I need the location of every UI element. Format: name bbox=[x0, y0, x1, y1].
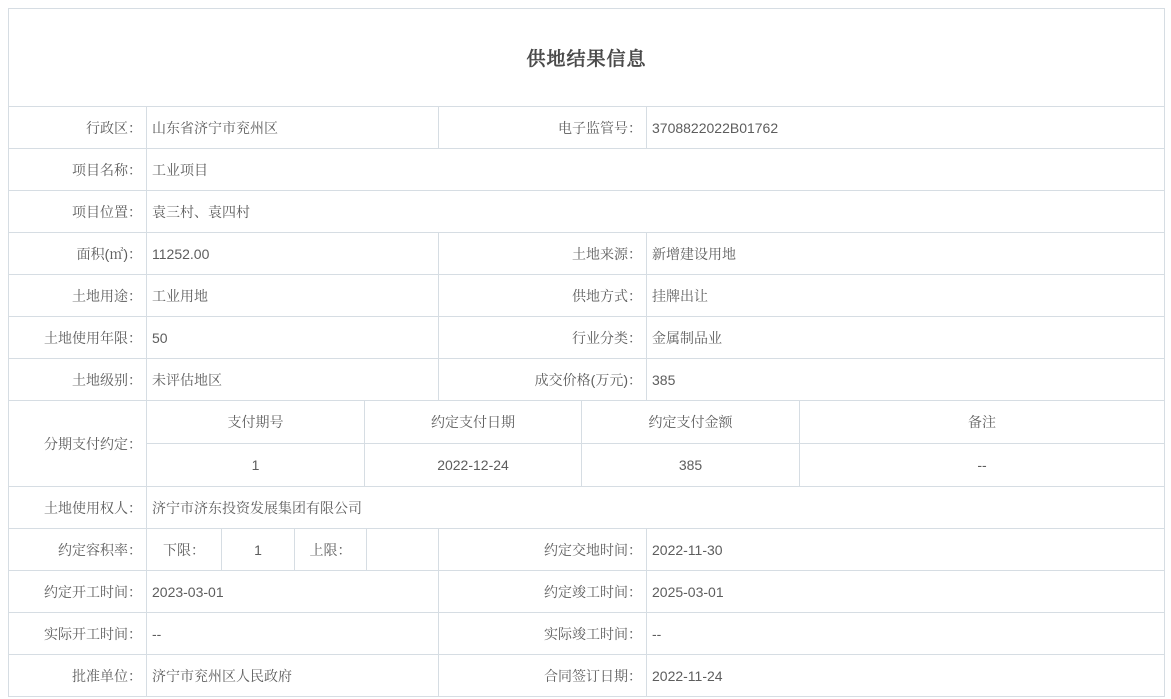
row-land-grade bbox=[9, 358, 1164, 400]
row-plot-ratio bbox=[9, 528, 1164, 570]
land-grade-value: 未评估地区 bbox=[146, 359, 438, 400]
agreed-completion-label: 约定竣工时间： bbox=[438, 571, 646, 612]
row-installment-payment bbox=[9, 400, 1164, 486]
industry-category-value: 金属制品业 bbox=[646, 317, 1164, 358]
project-name-value: 工业项目 bbox=[146, 149, 1164, 190]
project-location-label: 项目位置： bbox=[72, 203, 142, 220]
row-approver bbox=[9, 654, 1164, 696]
actual-start-label: 实际开工时间： bbox=[44, 625, 142, 642]
row-actual-start bbox=[9, 612, 1164, 654]
actual-start-value: -- bbox=[146, 613, 438, 654]
installment-header-row bbox=[146, 401, 1164, 444]
actual-completion-label: 实际竣工时间： bbox=[438, 613, 646, 654]
admin-district-label: 行政区： bbox=[86, 119, 142, 136]
row-project-location bbox=[9, 190, 1164, 232]
land-use-label: 土地用途： bbox=[72, 287, 142, 304]
installment-period-value: 1 bbox=[146, 444, 364, 487]
installment-date-value: 2022-12-24 bbox=[364, 444, 581, 487]
installment-header-note: 备注 bbox=[799, 401, 1164, 443]
row-land-user bbox=[9, 486, 1164, 528]
actual-completion-value: -- bbox=[646, 613, 1164, 654]
agreed-start-label: 约定开工时间： bbox=[44, 583, 142, 600]
approver-value: 济宁市兖州区人民政府 bbox=[146, 655, 438, 696]
installment-amount-value: 385 bbox=[581, 444, 799, 487]
installment-header-period: 支付期号 bbox=[146, 401, 364, 443]
contract-sign-date-label: 合同签订日期： bbox=[438, 655, 646, 696]
installment-header-date: 约定支付日期 bbox=[364, 401, 581, 443]
industry-category-label: 行业分类： bbox=[438, 317, 646, 358]
plot-ratio-lower-label: 下限： bbox=[146, 529, 221, 570]
row-tenure bbox=[9, 316, 1164, 358]
plot-ratio-upper-label: 上限： bbox=[294, 529, 366, 570]
installment-table bbox=[146, 401, 1164, 486]
row-area bbox=[9, 232, 1164, 274]
installment-note-value: -- bbox=[799, 444, 1164, 487]
approver-label: 批准单位： bbox=[72, 667, 142, 684]
row-project-name bbox=[9, 148, 1164, 190]
tenure-label: 土地使用年限： bbox=[44, 329, 142, 346]
project-location-value: 袁三村、袁四村 bbox=[146, 191, 1164, 232]
supply-method-value: 挂牌出让 bbox=[646, 275, 1164, 316]
area-value: 11252.00 bbox=[146, 233, 438, 274]
deal-price-value: 385 bbox=[646, 359, 1164, 400]
agreed-completion-value: 2025-03-01 bbox=[646, 571, 1164, 612]
land-source-value: 新增建设用地 bbox=[646, 233, 1164, 274]
land-use-value: 工业用地 bbox=[146, 275, 438, 316]
land-delivery-time-value: 2022-11-30 bbox=[646, 529, 1164, 570]
land-delivery-time-label: 约定交地时间： bbox=[438, 529, 646, 570]
row-agreed-start bbox=[9, 570, 1164, 612]
installment-label: 分期支付约定： bbox=[44, 435, 142, 452]
supervision-number-value: 3708822022B01762 bbox=[646, 107, 1164, 148]
title-row bbox=[9, 9, 1164, 106]
row-land-use bbox=[9, 274, 1164, 316]
plot-ratio-lower-value: 1 bbox=[221, 529, 294, 570]
land-user-label: 土地使用权人： bbox=[44, 499, 142, 516]
supply-method-label: 供地方式： bbox=[438, 275, 646, 316]
agreed-start-value: 2023-03-01 bbox=[146, 571, 438, 612]
installment-data-row bbox=[146, 444, 1164, 487]
tenure-value: 50 bbox=[146, 317, 438, 358]
land-grade-label: 土地级别： bbox=[72, 371, 142, 388]
land-supply-info-table bbox=[8, 8, 1165, 697]
supervision-number-label: 电子监管号： bbox=[438, 107, 646, 148]
admin-district-value: 山东省济宁市兖州区 bbox=[146, 107, 438, 148]
deal-price-label: 成交价格(万元)： bbox=[438, 359, 646, 400]
land-user-value: 济宁市济东投资发展集团有限公司 bbox=[146, 487, 1164, 528]
plot-ratio-upper-value bbox=[366, 529, 438, 570]
page-title: 供地结果信息 bbox=[526, 49, 647, 70]
row-admin-district bbox=[9, 106, 1164, 148]
contract-sign-date-value: 2022-11-24 bbox=[646, 655, 1164, 696]
area-label: 面积(㎡)： bbox=[76, 245, 142, 262]
installment-header-amount: 约定支付金额 bbox=[581, 401, 799, 443]
project-name-label: 项目名称： bbox=[72, 161, 142, 178]
plot-ratio-label: 约定容积率： bbox=[58, 541, 142, 558]
land-source-label: 土地来源： bbox=[438, 233, 646, 274]
